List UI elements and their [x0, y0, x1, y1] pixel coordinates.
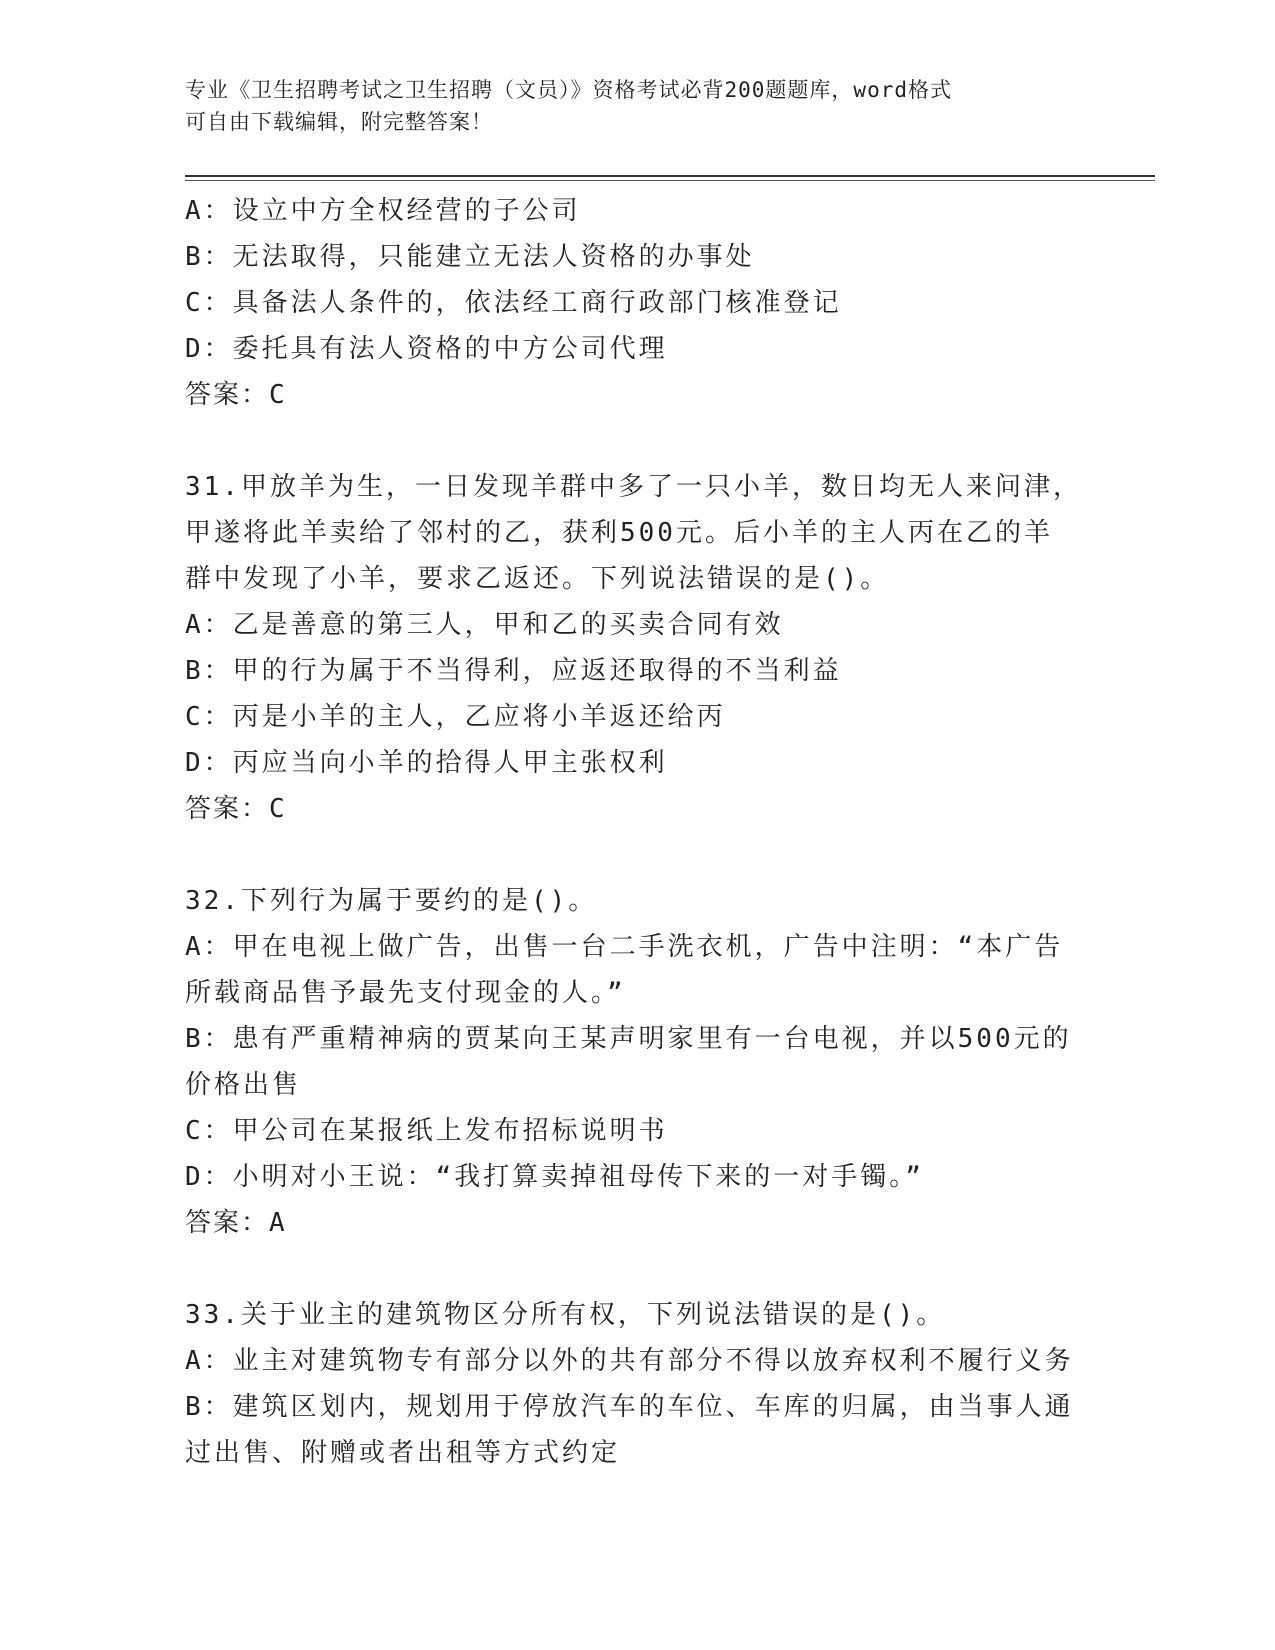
q30-answer: 答案：C	[185, 380, 287, 410]
q30-option-a: A：设立中方全权经营的子公司	[185, 196, 581, 226]
q31-option-d: D：丙应当向小羊的拾得人甲主张权利	[185, 748, 668, 778]
q31-option-a: A：乙是善意的第三人，甲和乙的买卖合同有效	[185, 610, 784, 640]
q30-option-b: B：无法取得，只能建立无法人资格的办事处	[185, 242, 755, 272]
q33-stem-line-1: 33.关于业主的建筑物区分所有权，下列说法错误的是()。	[185, 1300, 946, 1330]
question-33-block	[185, 1292, 1085, 1476]
question-31-block	[185, 464, 1085, 832]
q30-option-c: C：具备法人条件的，依法经工商行政部门核准登记	[185, 288, 842, 318]
spacer	[185, 1246, 1085, 1292]
q31-option-b: B：甲的行为属于不当得利，应返还取得的不当利益	[185, 656, 842, 686]
q31-stem-line-3: 群中发现了小羊，要求乙返还。下列说法错误的是()。	[185, 564, 890, 594]
q32-option-b-line-1: B：患有严重精神病的贾某向王某声明家里有一台电视，并以500元的	[185, 1024, 1072, 1054]
q33-option-b-line-1: B：建筑区划内，规划用于停放汽车的车位、车库的归属，由当事人通	[185, 1392, 1074, 1422]
header-rule-thick	[185, 175, 1155, 177]
question-30-block	[185, 188, 1085, 418]
q32-option-c: C：甲公司在某报纸上发布招标说明书	[185, 1116, 668, 1146]
spacer	[185, 832, 1085, 878]
q33-option-b-line-2: 过出售、附赠或者出租等方式约定	[185, 1438, 621, 1468]
q32-option-a-line-2: 所载商品售予最先支付现金的人。”	[185, 978, 626, 1008]
q31-stem-line-2: 甲遂将此羊卖给了邻村的乙，获利500元。后小羊的主人丙在乙的羊	[185, 518, 1053, 548]
page-header	[185, 74, 1065, 138]
q31-option-c: C：丙是小羊的主人，乙应将小羊返还给丙	[185, 702, 726, 732]
q32-option-b-line-2: 价格出售	[185, 1070, 302, 1100]
q30-option-d: D：委托具有法人资格的中方公司代理	[185, 334, 668, 364]
q32-stem-line-1: 32.下列行为属于要约的是()。	[185, 886, 598, 916]
header-rule-thin	[185, 180, 1155, 181]
q31-stem-line-1: 31.甲放羊为生，一日发现羊群中多了一只小羊，数日均无人来问津，	[185, 472, 1082, 502]
q33-option-a: A：业主对建筑物专有部分以外的共有部分不得以放弃权利不履行义务	[185, 1346, 1074, 1376]
q32-option-a-line-1: A：甲在电视上做广告，出售一台二手洗衣机，广告中注明：“本广告	[185, 932, 1064, 962]
header-line-1: 专业《卫生招聘考试之卫生招聘（文员）》资格考试必背200题题库，word格式	[185, 78, 952, 102]
question-content	[185, 188, 1085, 1476]
q31-answer: 答案：C	[185, 794, 287, 824]
q32-answer: 答案：A	[185, 1208, 287, 1238]
q32-option-d: D：小明对小王说：“我打算卖掉祖母传下来的一对手镯。”	[185, 1162, 924, 1192]
spacer	[185, 418, 1085, 464]
header-line-2: 可自由下载编辑，附完整答案！	[185, 110, 493, 134]
question-32-block	[185, 878, 1085, 1246]
